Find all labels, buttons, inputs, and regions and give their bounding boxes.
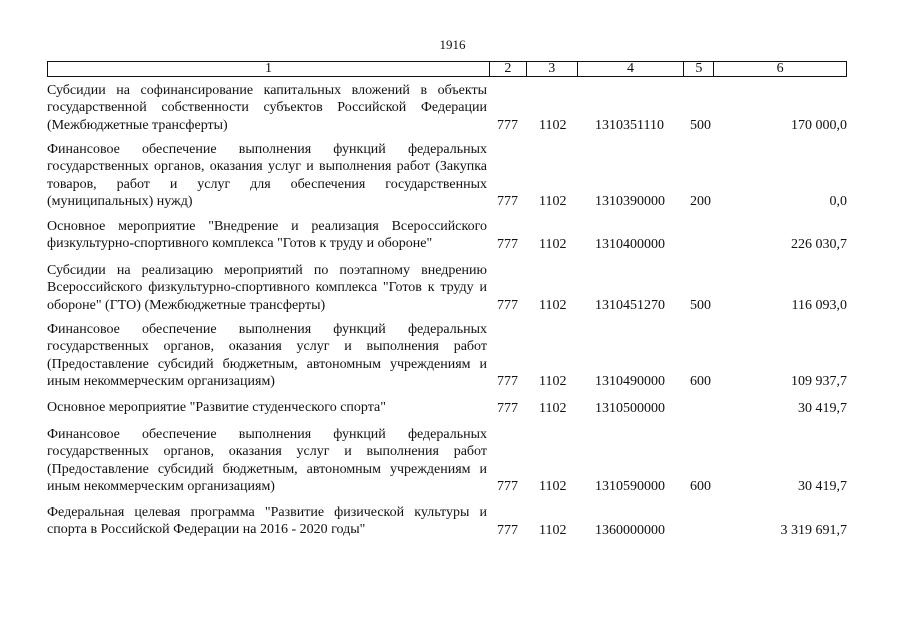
table-row — [47, 82, 847, 134]
row-col-3: 1102 — [539, 194, 567, 209]
row-col-2: 777 — [497, 479, 518, 494]
header-col-6: 6 — [713, 62, 846, 76]
row-col-5: 200 — [690, 194, 711, 209]
row-col-5: 500 — [690, 298, 711, 313]
row-col-6: 30 419,7 — [798, 479, 847, 494]
header-col-2: 2 — [489, 62, 526, 76]
row-col-6: 0,0 — [829, 194, 847, 209]
row-col-3: 1102 — [539, 237, 567, 252]
row-col-3: 1102 — [539, 479, 567, 494]
row-col-4: 1310351110 — [595, 118, 664, 133]
row-col-6: 226 030,7 — [791, 237, 847, 252]
header-col-4: 4 — [577, 62, 684, 76]
row-description: Основное мероприятие "Внедрение и реализация Всероссийского физкультурно-спортивного комплекса "Готов к труду и обороне" — [47, 219, 487, 252]
table-row — [47, 321, 847, 390]
row-col-2: 777 — [497, 523, 518, 538]
row-col-4: 1310400000 — [595, 237, 665, 252]
header-col-1: 1 — [264, 61, 272, 76]
row-col-2: 777 — [497, 118, 518, 133]
table-row — [47, 504, 847, 539]
row-col-3: 1102 — [539, 523, 567, 538]
row-col-3: 1102 — [539, 298, 567, 313]
row-description: Федеральная целевая программа "Развитие физической культуры и спорта в Российской Федерации на 2016 - 2020 годы" — [47, 505, 487, 538]
row-col-3: 1102 — [539, 401, 567, 416]
row-col-6: 109 937,7 — [791, 374, 847, 389]
row-col-5: 600 — [690, 479, 711, 494]
row-col-2: 777 — [497, 401, 518, 416]
row-col-6: 30 419,7 — [798, 401, 847, 416]
row-col-3: 1102 — [539, 374, 567, 389]
row-col-5: 500 — [690, 118, 711, 133]
row-col-2: 777 — [497, 374, 518, 389]
row-col-6: 116 093,0 — [791, 298, 847, 313]
row-col-6: 170 000,0 — [791, 118, 847, 133]
table-row — [47, 399, 847, 417]
row-col-3: 1102 — [539, 118, 567, 133]
row-description: Финансовое обеспечение выполнения функций федеральных государственных органов, оказания услуг и выполнения работ (Предоставление субсидий бюджетным, автономным учреждениям и иным некоммерческим организациям) — [47, 427, 487, 494]
row-description: Субсидии на софинансирование капитальных вложений в объекты государственной собственности субъектов Российской Федерации (Межбюджетные трансферты) — [47, 83, 487, 133]
row-col-5: 600 — [690, 374, 711, 389]
row-col-2: 777 — [497, 298, 518, 313]
row-col-2: 777 — [497, 237, 518, 252]
row-description: Субсидии на реализацию мероприятий по поэтапному внедрению Всероссийского физкультурно-спортивного комплекса "Готов к труду и обороне" (ГТО) (Межбюджетные трансферты) — [47, 263, 487, 313]
table-row — [47, 141, 847, 210]
table-row — [47, 218, 847, 253]
table-header — [47, 61, 847, 77]
row-col-4: 1310590000 — [595, 479, 665, 494]
table-row — [47, 262, 847, 314]
row-col-4: 1310490000 — [595, 374, 665, 389]
row-description: Финансовое обеспечение выполнения функций федеральных государственных органов, оказания услуг и выполнения работ (Предоставление субсидий бюджетным, автономным учреждениям и иным некоммерческим организациям) — [47, 322, 487, 389]
row-description: Финансовое обеспечение выполнения функций федеральных государственных органов, оказания услуг и выполнения работ (Закупка товаров, работ и услуг для обеспечения государственных (муниципальных) нужд) — [47, 142, 487, 209]
header-col-3: 3 — [526, 62, 577, 76]
header-col-5: 5 — [683, 62, 713, 76]
table-row — [47, 426, 847, 495]
row-col-4: 1310500000 — [595, 401, 665, 416]
row-col-4: 1360000000 — [595, 523, 665, 538]
page-number: 1916 — [439, 37, 466, 52]
row-col-4: 1310390000 — [595, 194, 665, 209]
row-col-6: 3 319 691,7 — [780, 523, 847, 538]
row-description: Основное мероприятие "Развитие студенческого спорта" — [47, 400, 386, 415]
row-col-2: 777 — [497, 194, 518, 209]
row-col-4: 1310451270 — [595, 298, 665, 313]
